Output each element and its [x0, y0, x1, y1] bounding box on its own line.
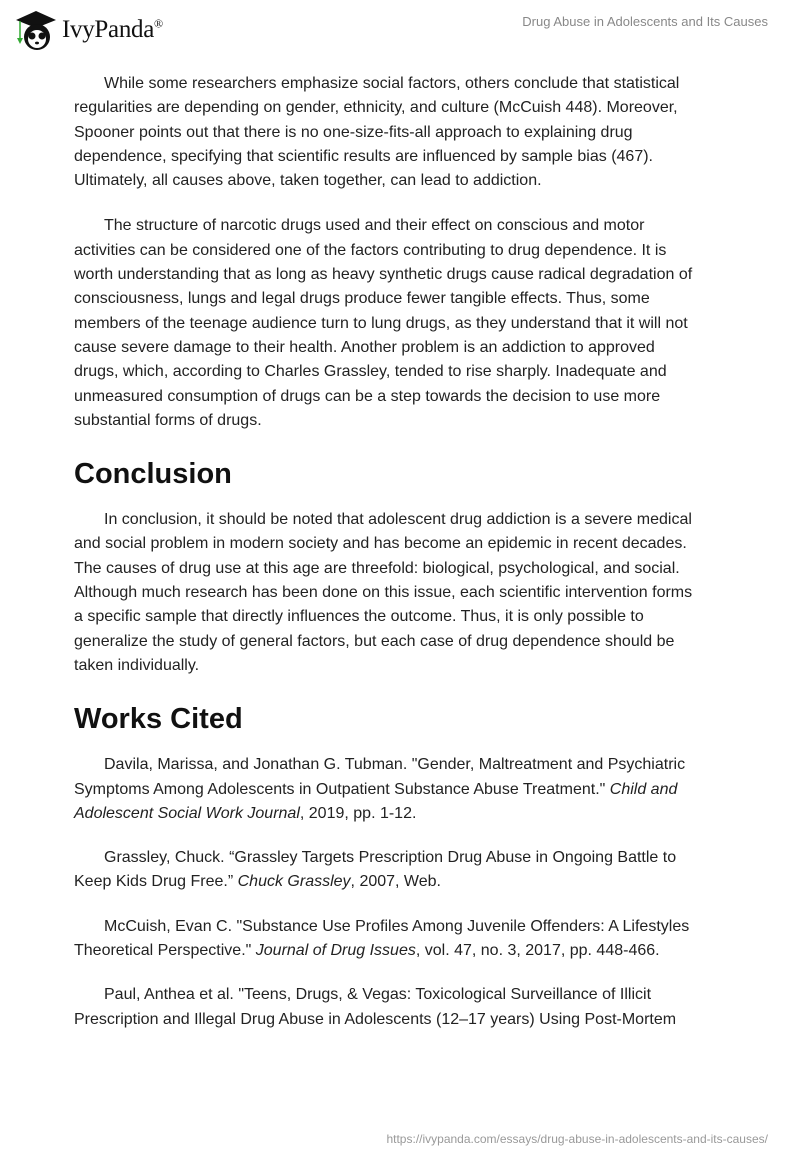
citation-line: [74, 1008, 754, 1032]
citation-text: Grassley, Chuck. “Grassley Targets Prescription Drug Abuse in Ongoing Battle to: [104, 849, 677, 867]
citation-line: [74, 870, 754, 894]
text-line: Spooner points out that there is no one-size-fits-all approach to explaining drug: [74, 123, 633, 141]
text-line: The causes of drug use at this age are threefold: biological, psychological, and social.: [74, 559, 680, 577]
text-line: In conclusion, it should be noted that adolescent drug addiction is a severe medical: [104, 511, 692, 529]
citation-text: Symptoms Among Adolescents in Outpatient Substance Abuse Treatment.": [74, 780, 610, 798]
text-line: substantial forms of drugs.: [74, 411, 262, 429]
text-line: Ultimately, all causes above, taken together, can lead to addiction.: [74, 172, 542, 190]
conclusion-paragraphs: [74, 508, 754, 678]
text-line: worth understanding that as long as heavy synthetic drugs cause radical degradation of: [74, 266, 693, 284]
paragraph: [74, 214, 754, 433]
text-line: Although much research has been done on this issue, each scientific intervention forms: [74, 584, 693, 602]
conclusion-heading: Conclusion: [74, 458, 232, 491]
text-line: members of the teenage audience turn to lung drugs, as they understand that it will not: [74, 314, 688, 332]
text-line: consciousness, lungs and legal drugs produce fewer tangible effects. Thus, some: [74, 290, 650, 308]
text-line: activities can be considered one of the factors contributing to drug dependence. It is: [74, 241, 667, 259]
ivypanda-logo[interactable]: [12, 8, 163, 52]
citation-source-title: Child and: [609, 780, 678, 798]
citation-text: Paul, Anthea et al. "Teens, Drugs, & Vegas: Toxicological Surveillance of Illicit: [104, 986, 652, 1004]
intro-paragraphs: [74, 72, 754, 433]
logo-text: IvyPanda: [62, 16, 155, 43]
citation-line: [74, 983, 754, 1007]
citation-entry: [74, 983, 754, 1032]
essay-content: [74, 72, 754, 1052]
document-title: Drug Abuse in Adolescents and Its Causes: [522, 14, 768, 29]
text-line: While some researchers emphasize social factors, others conclude that statistical: [104, 75, 680, 92]
citation-line: [74, 939, 754, 963]
citation-text: Theoretical Perspective.": [74, 942, 256, 960]
citation-source-title: Chuck Grassley: [237, 873, 351, 891]
citation-text: Keep Kids Drug Free.”: [74, 873, 238, 891]
citation-text: McCuish, Evan C. "Substance Use Profiles Among Juvenile Offenders: A Lifestyles: [104, 917, 690, 935]
panda-graduate-icon: [12, 8, 58, 52]
text-line: dependence, specifying that scientific results are influenced by sample bias (467).: [74, 147, 653, 165]
citation-text: , vol. 47, no. 3, 2017, pp. 448-466.: [415, 942, 660, 960]
text-line: a specific sample that directly influences the outcome. Thus, it is only possible to: [74, 608, 644, 626]
citation-entry: [74, 753, 754, 826]
paragraph: [74, 72, 754, 193]
citation-line: [74, 802, 754, 826]
text-line: and social problem in modern society and has become an epidemic in recent decades.: [74, 535, 687, 553]
text-line: regularities are depending on gender, ethnicity, and culture (McCuish 448). Moreover,: [74, 99, 678, 117]
text-line: drugs, which, according to Charles Grassley, tended to rise sharply. Inadequate and: [74, 363, 667, 381]
citation-text: Prescription and Illegal Drug Abuse in Adolescents (12–17 years) Using Post-Mortem: [74, 1010, 677, 1028]
citation-line: [74, 753, 754, 777]
citation-text: , 2007, Web.: [350, 873, 441, 891]
citation-source-title: Adolescent Social Work Journal: [74, 804, 300, 822]
citation-line: [74, 846, 754, 870]
registered-mark: ®: [154, 16, 163, 31]
works-cited-list: [74, 753, 754, 1032]
citation-line: [74, 778, 754, 802]
text-line: The structure of narcotic drugs used and their effect on conscious and motor: [104, 217, 645, 235]
citation-entry: [74, 915, 754, 964]
citation-text: , 2019, pp. 1-12.: [299, 804, 417, 822]
text-line: cause severe damage to their health. Another problem is an addiction to approved: [74, 338, 655, 356]
text-line: taken individually.: [74, 656, 200, 674]
citation-source-title: Journal of Drug Issues: [255, 942, 416, 960]
works-cited-heading: Works Cited: [74, 703, 243, 736]
citation-text: Davila, Marissa, and Jonathan G. Tubman. "Gender, Maltreatment and Psychiatric: [104, 756, 686, 774]
citation-entry: [74, 846, 754, 895]
text-line: generalize the study of general factors, but each case of drug dependence should be: [74, 632, 675, 650]
page-header: [0, 0, 800, 60]
text-line: unmeasured consumption of drugs can be a step towards the decision to use more: [74, 387, 661, 405]
citation-line: [74, 915, 754, 939]
paragraph: [74, 508, 754, 678]
page-url: https://ivypanda.com/essays/drug-abuse-in-adolescents-and-its-causes/: [386, 1132, 768, 1146]
